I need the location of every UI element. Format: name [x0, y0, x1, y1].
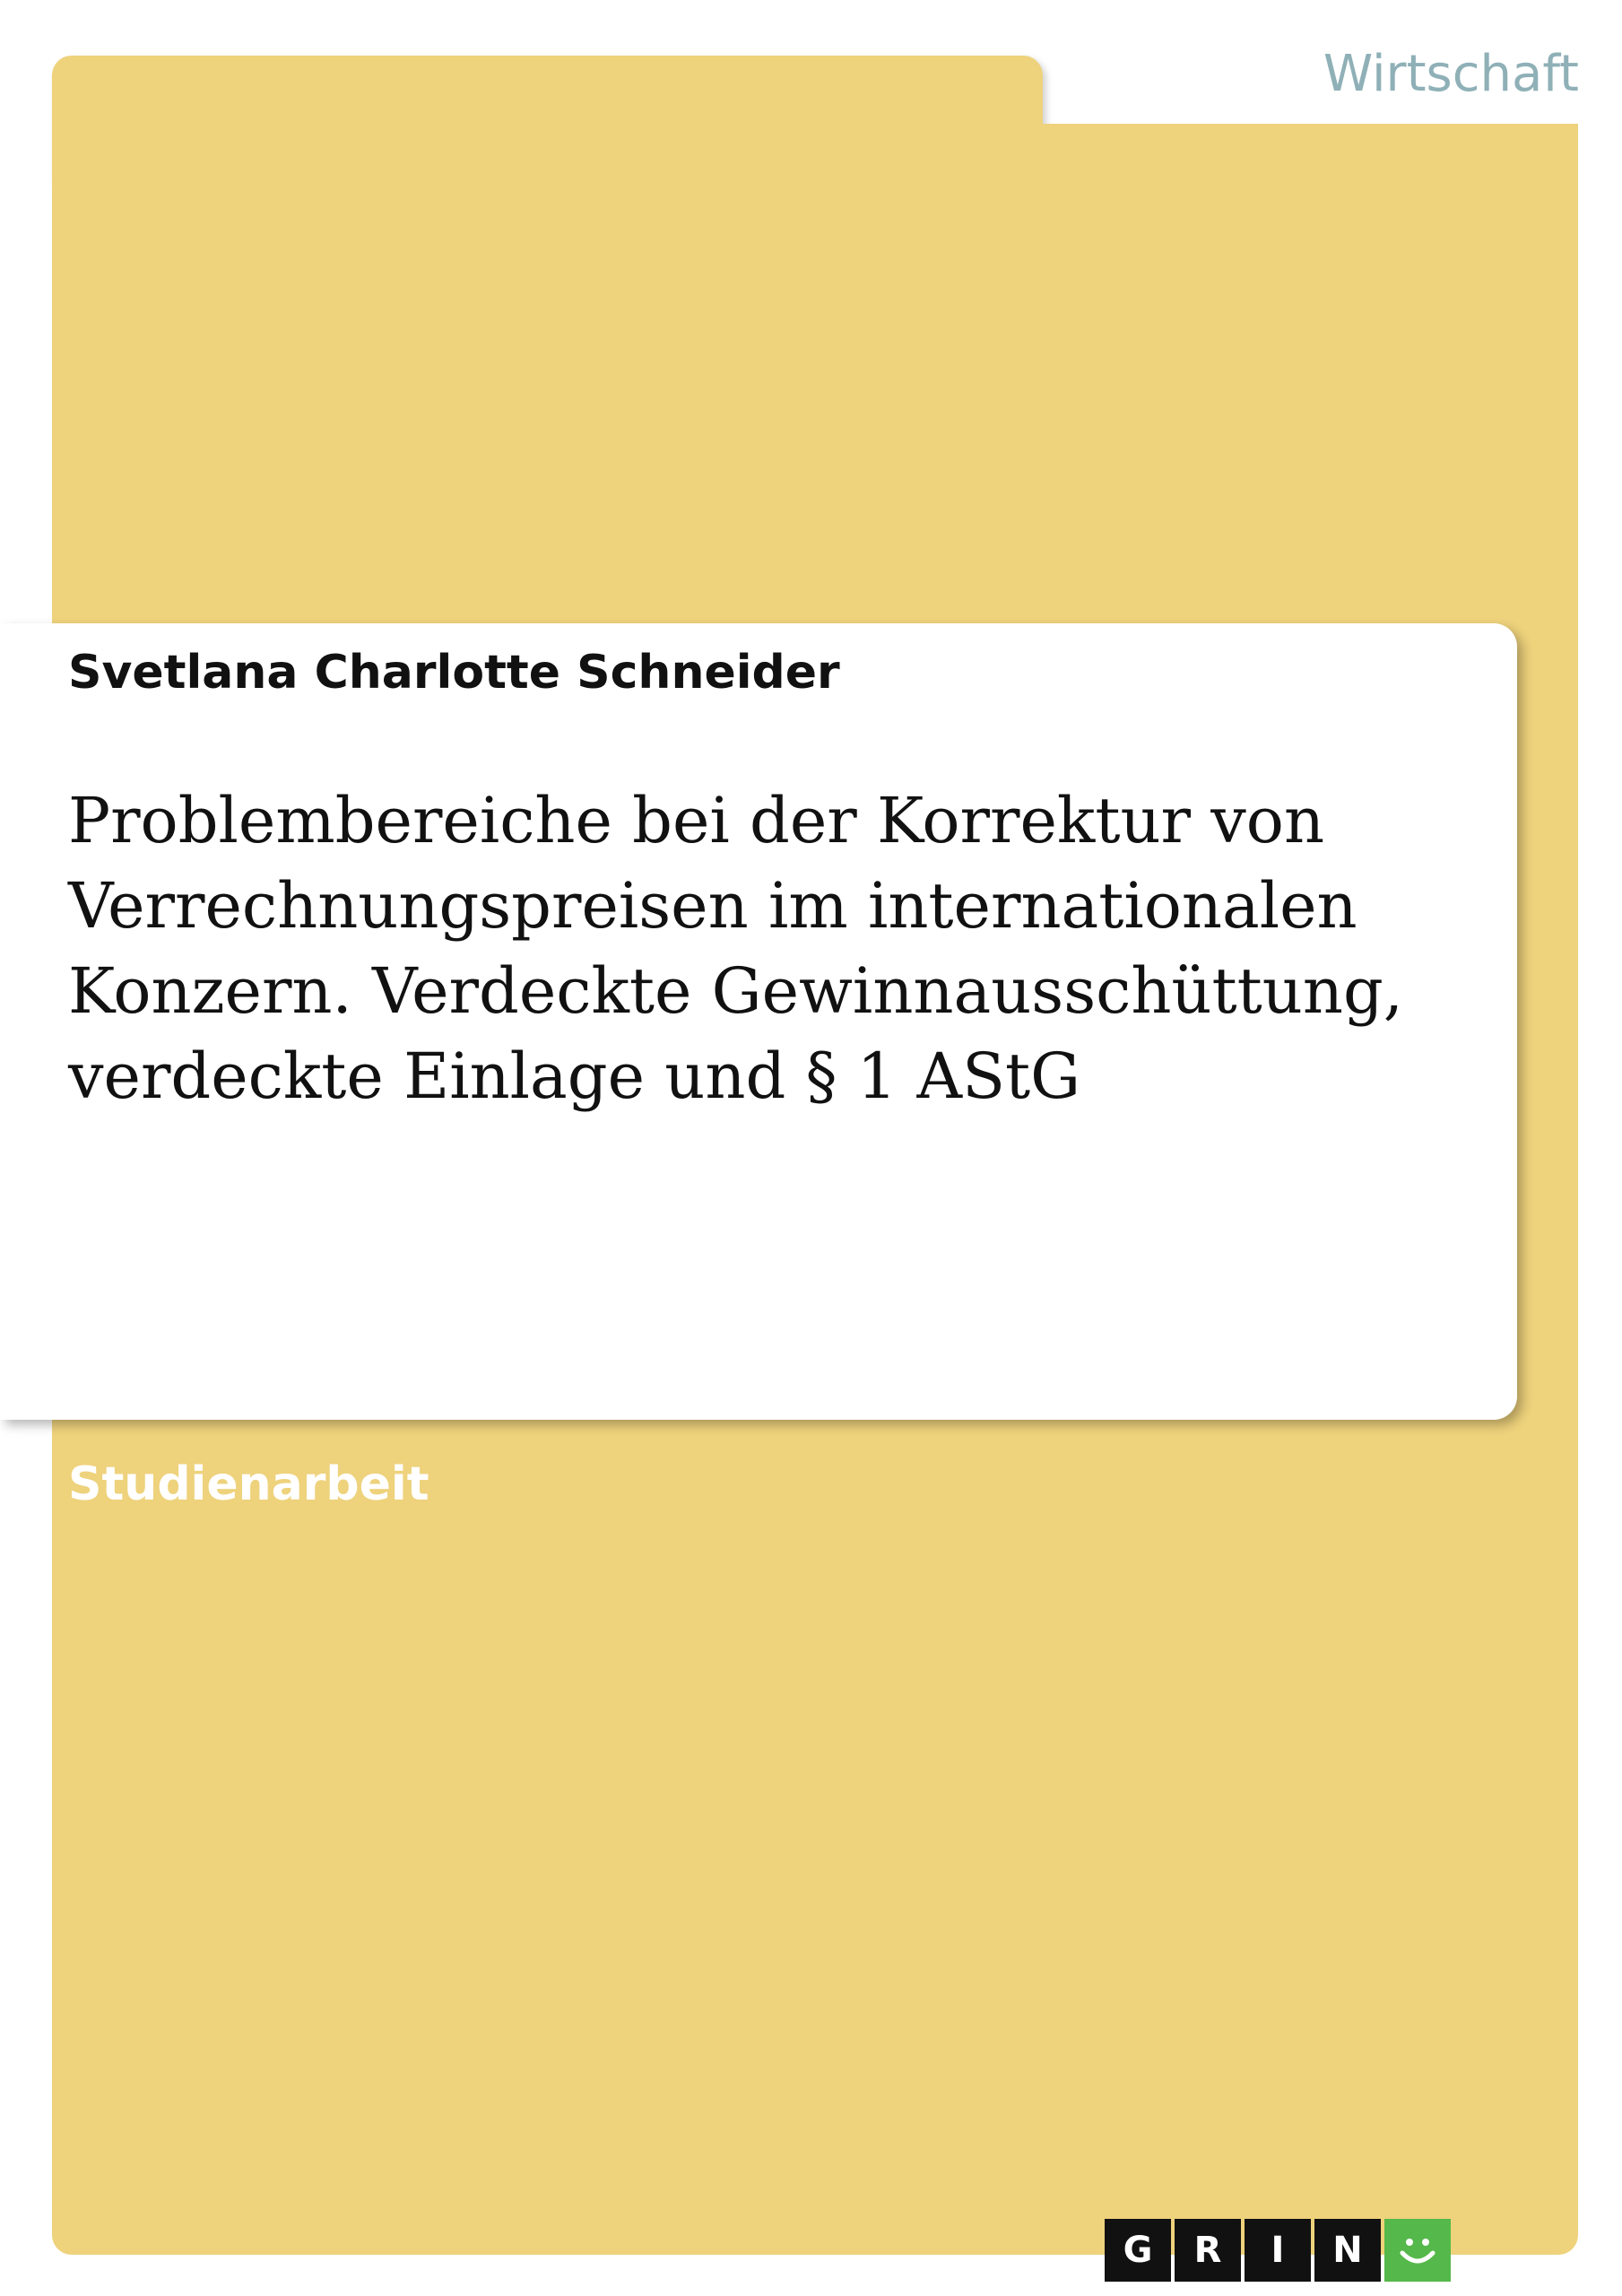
logo-letter-r: R [1175, 2219, 1241, 2282]
logo-letter-i: I [1245, 2219, 1311, 2282]
logo-letter-n: N [1314, 2219, 1381, 2282]
grin-logo [1105, 2219, 1451, 2282]
document-title: Problembereiche bei der Korrektur von Verrechnungspreisen im internationalen Konzern. Verdeckte Gewinnausschüttung, verdeckte Einlage und § 1 AStG [68, 784, 1404, 1113]
author-name: Svetlana Charlotte Schneider [68, 646, 840, 700]
category-label: Wirtschaft [1323, 45, 1579, 103]
document-type: Studienarbeit [68, 1457, 429, 1511]
smile-icon [1384, 2219, 1451, 2282]
logo-letter-g: G [1105, 2219, 1171, 2282]
